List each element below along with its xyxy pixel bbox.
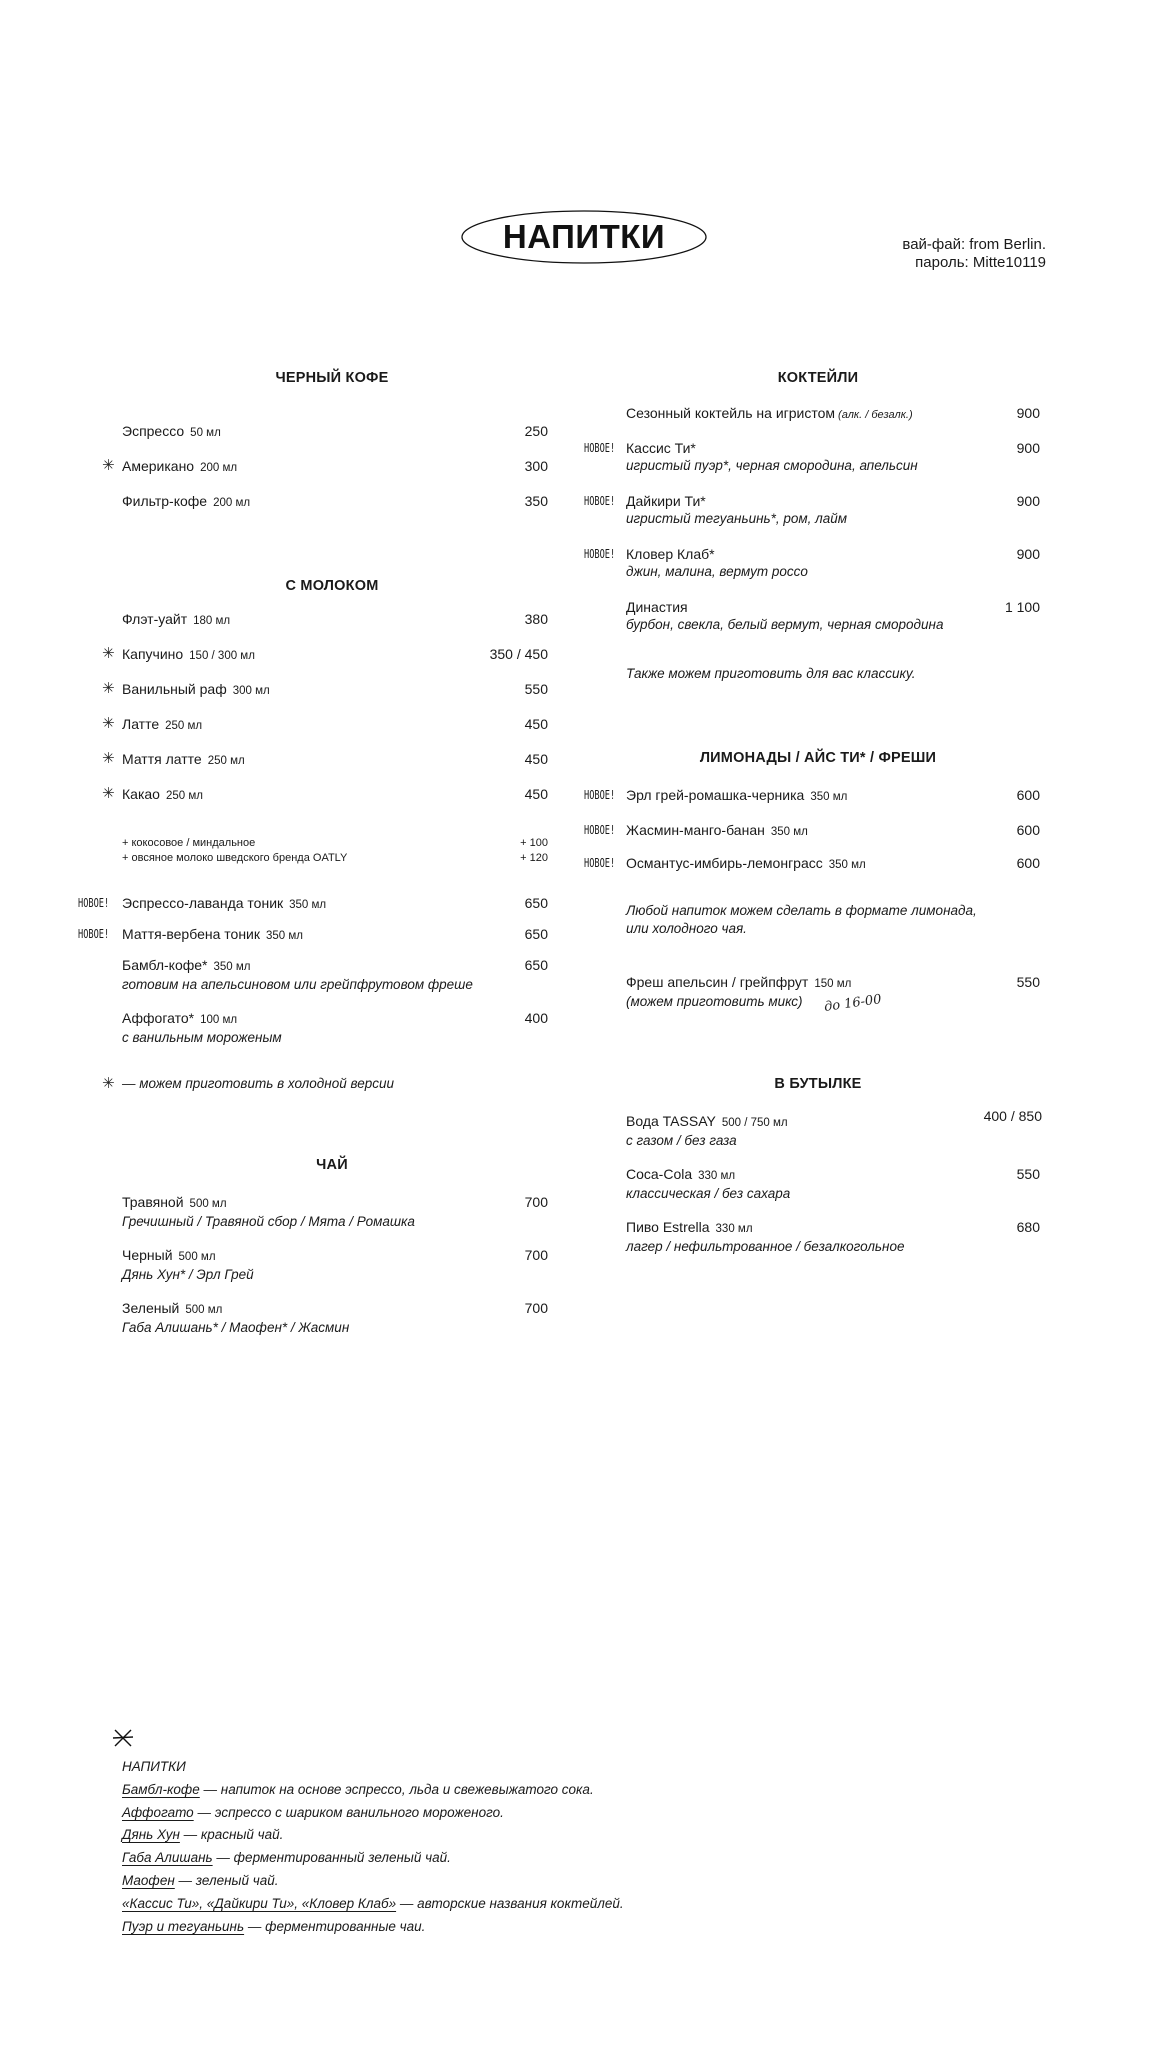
item-description: Габа Алишань* / Маофен* / Жасмин [122,1320,350,1335]
item-name: Coca-Cola [626,1166,693,1182]
section-title-with-milk: С МОЛОКОМ [285,578,379,594]
item-name: Кассис Ти* [626,440,696,456]
footnotes [122,1756,624,1938]
item-name: Эрл грей-ромашка-черника [626,787,805,803]
item-name: Капучино [122,646,184,662]
item-name: Какао [122,786,160,802]
item-price: 300 [524,458,548,474]
menu-item [626,1218,1040,1255]
section-title-tea: ЧАЙ [316,1157,348,1173]
item-volume: 330 мл [698,1170,736,1182]
footnote-term: «Кассис Ти», «Дайкири Ти», «Кловер Клаб» [122,1895,397,1911]
footnote-entry [122,1779,624,1802]
menu-item [102,645,548,665]
new-badge: НОВОЕ! [584,441,616,455]
item-description: игристый тегуаньинь*, ром, лайм [626,511,848,526]
item-name: Османтус-имбирь-лемонграсс [626,855,823,871]
item-volume: 100 мл [200,1014,238,1026]
footnote-entry [122,1847,624,1870]
addition-row [122,851,548,866]
item-price: 450 [524,716,548,732]
menu-item [122,422,548,442]
item-volume: 250 мл [165,720,203,732]
item-name: Черный [122,1247,173,1263]
item-description: лагер / нефильтрованное / безалкогольное [626,1239,905,1254]
footnote-term: Аффогато [122,1804,194,1820]
section-title-lemonades: ЛИМОНАДЫ / АЙС ТИ* / ФРЕШИ [699,750,937,766]
section-title-black-coffee: ЧЕРНЫЙ КОФЕ [275,370,389,386]
menu-item [122,1246,548,1283]
addition-price: + 100 [520,837,548,849]
item-description: игристый пуэр*, черная смородина, апельсин [626,458,918,473]
footnote-text: — эспрессо с шариком ванильного мороженого. [193,1804,504,1820]
item-price: 900 [1016,440,1040,456]
footnote-text: — ферментированный зеленый чай. [212,1850,451,1866]
item-volume: 350 мл [266,930,303,942]
item-name: Флэт-уайт [122,611,188,627]
item-price: 600 [1016,855,1040,871]
snowflake-asterisk-icon: ✳ [102,645,115,662]
item-price: 550 [1016,1166,1040,1182]
item-price: 600 [1016,822,1040,838]
snowflake-asterisk-icon: ✳ [102,680,115,697]
menu-item [102,785,548,805]
item-price: 550 [524,681,548,697]
item-price: 400 / 850 [983,1108,1042,1124]
menu-item [626,1165,1040,1202]
footnote-term: Маофен [122,1872,175,1888]
menu-item [584,821,1040,841]
menu-item [584,854,1040,874]
item-volume: 350 мл [810,791,848,803]
item-price: 650 [524,957,548,973]
new-badge: НОВОЕ! [78,927,110,941]
item-name: Американо [122,458,195,474]
item-description: Гречишный / Травяной сбор / Мята / Ромашка [122,1214,415,1229]
item-description: готовим на апельсиновом или грейпфрутовом фреше [122,977,473,992]
item-name: Маття латте [122,751,202,767]
addition-row [122,836,548,851]
item-volume: 350 мл [770,826,808,838]
item-name: Фильтр-кофе [122,493,208,509]
item-name: Травяной [122,1194,184,1210]
item-name: Маття-вербена тоник [122,926,260,942]
item-name: Кловер Клаб* [626,546,715,562]
menu-item [122,1299,548,1336]
item-price: 550 [1016,974,1040,990]
item-volume: 500 мл [185,1304,223,1316]
item-price: 350 [524,493,548,509]
page-title [459,208,709,266]
snowflake-asterisk-icon: ✳ [102,457,115,474]
snowflake-asterisk-icon: ✳ [102,715,115,732]
new-badge: НОВОЕ! [584,823,616,837]
wifi-info [902,236,1046,272]
item-price: 350 / 450 [489,646,548,662]
item-price: 700 [524,1300,548,1316]
menu-item [584,545,1040,580]
menu-item [626,404,1040,424]
footnote-entry [122,1916,624,1939]
wifi-name: вай-фай: from Berlin. [902,236,1046,253]
item-volume: 500 мл [178,1251,216,1263]
footnote-term: Пуэр и тегуаньинь [122,1918,245,1934]
item-name: Зеленый [122,1300,180,1316]
menu-item [584,492,1040,527]
item-price: 450 [524,751,548,767]
item-description: классическая / без сахара [626,1186,791,1201]
footnote-term: Бамбл-кофе [122,1781,200,1797]
item-price: 900 [1016,493,1040,509]
title-text: НАПИТКИ [502,218,666,255]
menu-item [626,1108,1042,1149]
snowflake-asterisk-icon: ✳ [102,1075,115,1092]
menu-item [102,680,548,700]
item-description: бурбон, свекла, белый вермут, черная смородина [626,617,944,632]
item-name: Аффогато* [122,1010,195,1026]
item-price: 700 [524,1194,548,1210]
item-price: 450 [524,786,548,802]
item-volume: 250 мл [207,755,245,767]
footnote-text: — авторские названия коктейлей. [396,1895,624,1911]
footnote-term: Габа Алишань [122,1850,213,1866]
new-badge: НОВОЕ! [78,896,110,910]
item-description: джин, малина, вермут россо [626,564,808,579]
footnote-text: — зеленый чай. [174,1872,279,1888]
snowflake-asterisk-icon: ✳ [102,750,115,767]
lemonade-note-line: или холодного чая. [626,921,747,936]
item-name: Жасмин-манго-банан [626,822,765,838]
item-price: 650 [524,926,548,942]
section-title-bottled: В БУТЫЛКЕ [774,1076,862,1092]
item-price: 900 [1016,405,1040,421]
menu-item [78,925,548,945]
menu-item [102,457,548,477]
footnote-text: — красный чай. [179,1827,284,1843]
item-name: Вода TASSAY [626,1113,716,1129]
menu-item [102,750,548,770]
footnotes-heading: НАПИТКИ [122,1759,186,1774]
item-price: 250 [524,423,548,439]
menu-item [122,610,548,630]
item-price: 700 [524,1247,548,1263]
item-price: 680 [1016,1219,1040,1235]
item-volume: 350 мл [828,859,866,871]
item-note: (алк. / безалк.) [838,409,913,421]
item-name: Сезонный коктейль на игристом [626,405,836,421]
addition-text: + овсяное молоко шведского бренда OATLY [122,852,348,864]
menu-item [584,786,1040,806]
new-badge: НОВОЕ! [584,856,616,870]
item-volume: 150 мл [814,978,852,990]
item-name: Фреш апельсин / грейпфрут [626,974,809,990]
item-name: Пиво Estrella [626,1219,710,1235]
item-price: 400 [524,1010,548,1026]
item-name: Ванильный раф [122,681,227,697]
item-price: 1 100 [1004,599,1040,615]
menu-item [78,894,548,914]
menu-item [584,439,1040,474]
item-name: Дайкири Ти* [626,493,706,509]
handwritten-time-note: до 16-00 [823,992,883,1015]
footnote-entry [122,1824,624,1847]
item-volume: 200 мл [213,497,251,509]
footnote-asterisk-icon [112,1727,134,1753]
milk-additions [122,836,548,866]
classic-cocktails-note: Также можем приготовить для вас классику. [626,666,916,681]
item-volume: 200 мл [200,462,238,474]
menu-item [626,598,1040,633]
item-volume: 50 мл [190,427,221,439]
item-volume: 150 / 300 мл [189,650,255,662]
footnote-entry [122,1893,624,1916]
snowflake-asterisk-icon: ✳ [102,785,115,802]
footnote-entry [122,1802,624,1825]
addition-text: + кокосовое / миндальное [122,837,256,849]
item-volume: 500 мл [189,1198,227,1210]
item-volume: 350 мл [289,899,327,911]
item-description: с газом / без газа [626,1133,737,1148]
new-badge: НОВОЕ! [584,494,616,508]
footnote-term: Дянь Хун [122,1827,180,1843]
item-price: 380 [524,611,548,627]
item-volume: 330 мл [715,1223,753,1235]
cold-version-note [102,1075,548,1092]
item-volume: 180 мл [193,615,231,627]
new-badge: НОВОЕ! [584,547,616,561]
wifi-password: пароль: Mitte10119 [915,254,1046,271]
item-name: Эспрессо [122,423,185,439]
menu-item [102,715,548,735]
lemonade-format-note [626,902,977,938]
footnote-entry [122,1870,624,1893]
item-price: 900 [1016,546,1040,562]
menu-item [122,1193,548,1230]
section-title-cocktails: КОКТЕЙЛИ [777,370,859,386]
footnote-text: — напиток на основе эспрессо, льда и свежевыжатого сока. [199,1781,594,1797]
item-volume: 250 мл [165,790,203,802]
item-description: (можем приготовить микс) [626,994,803,1009]
menu-item [122,492,548,512]
item-price: 600 [1016,787,1040,803]
cold-note-text: — можем приготовить в холодной версии [122,1076,394,1091]
item-description: с ванильным мороженым [122,1030,282,1045]
addition-price: + 120 [520,852,548,864]
new-badge: НОВОЕ! [584,788,616,802]
item-description: Дянь Хун* / Эрл Грей [122,1267,254,1282]
item-volume: 300 мл [232,685,270,697]
footnote-text: — ферментированные чаи. [244,1918,426,1934]
item-volume: 500 / 750 мл [721,1117,788,1129]
item-name: Бамбл-кофе* [122,957,208,973]
item-name: Латте [122,716,160,732]
menu-item [122,1009,548,1046]
item-name: Династия [626,599,688,615]
lemonade-note-line: Любой напиток можем сделать в формате лимонада, [626,903,977,918]
item-name: Эспрессо-лаванда тоник [122,895,284,911]
item-price: 650 [524,895,548,911]
item-volume: 350 мл [213,961,251,973]
menu-item [122,956,548,993]
